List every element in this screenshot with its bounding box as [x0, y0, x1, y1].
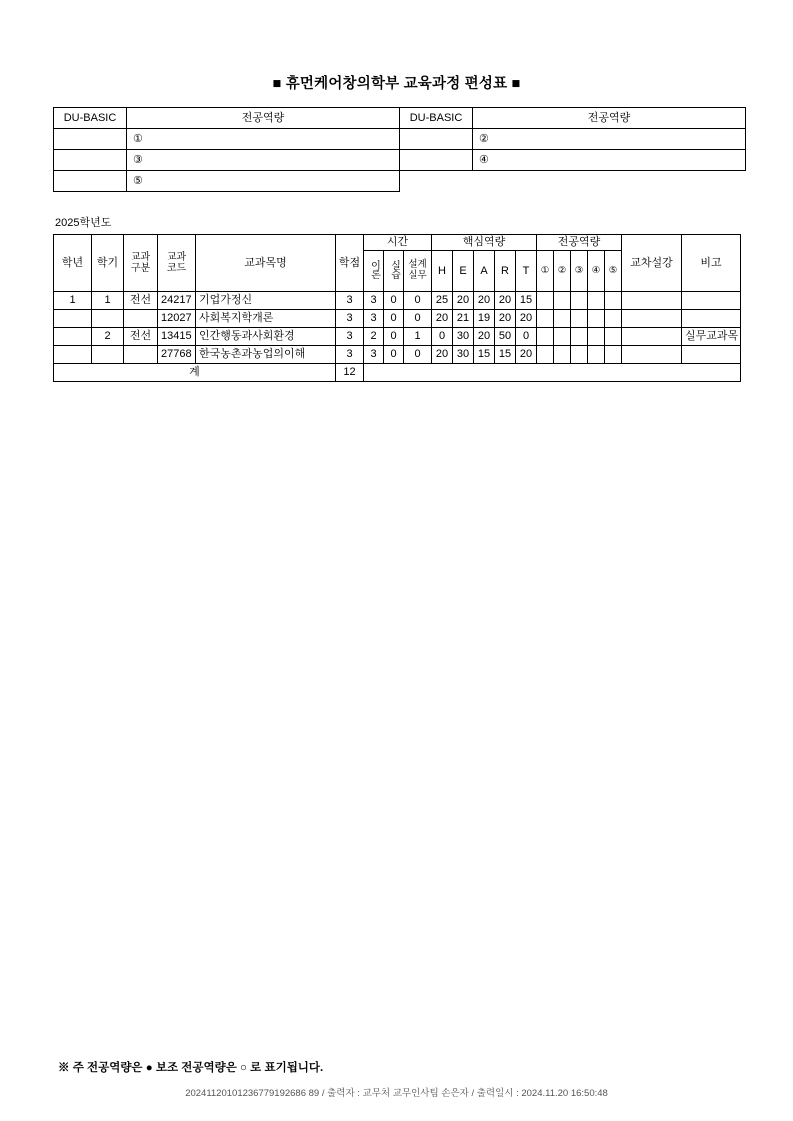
table-row	[54, 346, 741, 364]
cell-major-2	[554, 310, 571, 328]
cell-hours-design: 0	[404, 346, 432, 364]
page-title: ■ 휴먼케어창의학부 교육과정 편성표 ■	[272, 76, 521, 92]
cell-division: 전선	[124, 328, 158, 346]
cell-major-4	[588, 346, 605, 364]
cell-hours-theory: 3	[364, 292, 384, 310]
cell-core-t: 20	[516, 310, 537, 328]
header-major-4: ④	[588, 251, 605, 292]
cell-division: 전선	[124, 292, 158, 310]
cell-core-h: 25	[432, 292, 453, 310]
header-major-5: ⑤	[605, 251, 622, 292]
cell-major-5	[605, 310, 622, 328]
cell-subject: 기업가정신	[196, 292, 336, 310]
cell-grade: 1	[54, 292, 92, 310]
total-credit: 12	[336, 364, 364, 382]
header-core-group: 핵심역량	[432, 235, 537, 251]
cell-grade	[54, 310, 92, 328]
cell-lecture	[622, 328, 682, 346]
competency-row2-left-value: ③	[127, 150, 400, 171]
cell-major-5	[605, 292, 622, 310]
competency-row2-right-label	[400, 150, 473, 171]
cell-core-a: 20	[474, 328, 495, 346]
cell-code: 12027	[158, 310, 196, 328]
cell-major-5	[605, 328, 622, 346]
cell-credit: 3	[336, 292, 364, 310]
header-core-a: A	[474, 251, 495, 292]
competency-row3-right-value	[473, 171, 746, 192]
competency-head-right: 전공역량	[473, 108, 746, 129]
header-lecture: 교차설강	[622, 235, 682, 292]
cell-code: 13415	[158, 328, 196, 346]
cell-major-5	[605, 346, 622, 364]
header-core-e: E	[453, 251, 474, 292]
cell-code: 24217	[158, 292, 196, 310]
curriculum-table	[53, 234, 741, 382]
cell-lecture	[622, 346, 682, 364]
cell-hours-theory: 2	[364, 328, 384, 346]
cell-major-1	[537, 346, 554, 364]
competency-head-left: 전공역량	[127, 108, 400, 129]
table-row	[54, 292, 741, 310]
cell-code: 27768	[158, 346, 196, 364]
cell-major-3	[571, 346, 588, 364]
header-hours-practice: 실습	[384, 251, 404, 292]
cell-subject: 사회복지학개론	[196, 310, 336, 328]
print-info-line: 20241120101236779192686 89 / 출력자 : 교무처 교무인사팀 손은자 / 출력일시 : 2024.11.20 16:50:48	[185, 1088, 608, 1099]
header-remark: 비고	[682, 235, 741, 292]
competency-row1-left-value: ①	[127, 129, 400, 150]
cell-major-1	[537, 292, 554, 310]
cell-major-2	[554, 346, 571, 364]
cell-major-2	[554, 292, 571, 310]
header-division: 교과 구분	[124, 235, 158, 292]
cell-core-t: 0	[516, 328, 537, 346]
competency-row3-left-value: ⑤	[127, 171, 400, 192]
cell-core-r: 50	[495, 328, 516, 346]
cell-core-e: 30	[453, 346, 474, 364]
cell-subject: 한국농촌과농업의이해	[196, 346, 336, 364]
competency-row2-left-label	[54, 150, 127, 171]
competency-row1-right-label	[400, 129, 473, 150]
cell-hours-practice: 0	[384, 328, 404, 346]
cell-major-3	[571, 292, 588, 310]
header-code: 교과 코드	[158, 235, 196, 292]
cell-semester: 1	[92, 292, 124, 310]
header-major-1: ①	[537, 251, 554, 292]
header-core-t: T	[516, 251, 537, 292]
cell-semester: 2	[92, 328, 124, 346]
cell-hours-theory: 3	[364, 346, 384, 364]
cell-core-t: 15	[516, 292, 537, 310]
cell-core-h: 0	[432, 328, 453, 346]
cell-division	[124, 310, 158, 328]
total-row	[54, 364, 741, 382]
cell-lecture	[622, 310, 682, 328]
header-major-group: 전공역량	[537, 235, 622, 251]
cell-core-e: 21	[453, 310, 474, 328]
table-row	[54, 171, 746, 192]
cell-subject: 인간행동과사회환경	[196, 328, 336, 346]
table-row	[54, 150, 746, 171]
footnote: ※ 주 전공역량은 ● 보조 전공역량은 ○ 로 표기됩니다.	[58, 1062, 324, 1074]
competency-table	[53, 107, 746, 192]
cell-core-r: 15	[495, 346, 516, 364]
header-subject: 교과목명	[196, 235, 336, 292]
competency-header-row	[54, 108, 746, 129]
cell-core-r: 20	[495, 310, 516, 328]
competency-row2-right-value: ④	[473, 150, 746, 171]
header-major-3: ③	[571, 251, 588, 292]
table-row	[54, 328, 741, 346]
cell-remark	[682, 292, 741, 310]
competency-row3-left-label	[54, 171, 127, 192]
competency-row3-right-label	[400, 171, 473, 192]
cell-core-e: 30	[453, 328, 474, 346]
cell-grade	[54, 346, 92, 364]
header-grade: 학년	[54, 235, 92, 292]
competency-row1-left-label	[54, 129, 127, 150]
cell-major-4	[588, 292, 605, 310]
cell-core-e: 20	[453, 292, 474, 310]
cell-semester	[92, 310, 124, 328]
cell-major-1	[537, 328, 554, 346]
cell-hours-design: 0	[404, 310, 432, 328]
cell-hours-practice: 0	[384, 310, 404, 328]
total-label: 계	[54, 364, 336, 382]
cell-hours-practice: 0	[384, 346, 404, 364]
cell-core-h: 20	[432, 310, 453, 328]
cell-core-a: 19	[474, 310, 495, 328]
cell-division	[124, 346, 158, 364]
cell-core-a: 15	[474, 346, 495, 364]
header-semester: 학기	[92, 235, 124, 292]
total-empty	[364, 364, 741, 382]
curriculum-header-row-1	[54, 235, 741, 251]
competency-label-left: DU-BASIC	[54, 108, 127, 129]
table-row	[54, 310, 741, 328]
cell-major-1	[537, 310, 554, 328]
competency-label-right: DU-BASIC	[400, 108, 473, 129]
cell-credit: 3	[336, 328, 364, 346]
header-core-h: H	[432, 251, 453, 292]
cell-grade	[54, 328, 92, 346]
cell-core-r: 20	[495, 292, 516, 310]
header-core-r: R	[495, 251, 516, 292]
year-label: 2025학년도	[55, 217, 112, 229]
cell-remark	[682, 310, 741, 328]
cell-lecture	[622, 292, 682, 310]
cell-hours-design: 0	[404, 292, 432, 310]
cell-major-3	[571, 310, 588, 328]
table-row	[54, 129, 746, 150]
cell-credit: 3	[336, 346, 364, 364]
cell-hours-design: 1	[404, 328, 432, 346]
cell-major-4	[588, 328, 605, 346]
header-credit: 학점	[336, 235, 364, 292]
header-hours-theory: 이론	[364, 251, 384, 292]
cell-major-3	[571, 328, 588, 346]
header-major-2: ②	[554, 251, 571, 292]
cell-credit: 3	[336, 310, 364, 328]
cell-major-2	[554, 328, 571, 346]
cell-semester	[92, 346, 124, 364]
cell-remark	[682, 346, 741, 364]
cell-remark: 실무교과목	[682, 328, 741, 346]
cell-core-a: 20	[474, 292, 495, 310]
cell-core-t: 20	[516, 346, 537, 364]
cell-hours-theory: 3	[364, 310, 384, 328]
cell-major-4	[588, 310, 605, 328]
cell-core-h: 20	[432, 346, 453, 364]
header-hours-group: 시간	[364, 235, 432, 251]
competency-row1-right-value: ②	[473, 129, 746, 150]
cell-hours-practice: 0	[384, 292, 404, 310]
header-hours-design: 설계 실무	[404, 251, 432, 292]
